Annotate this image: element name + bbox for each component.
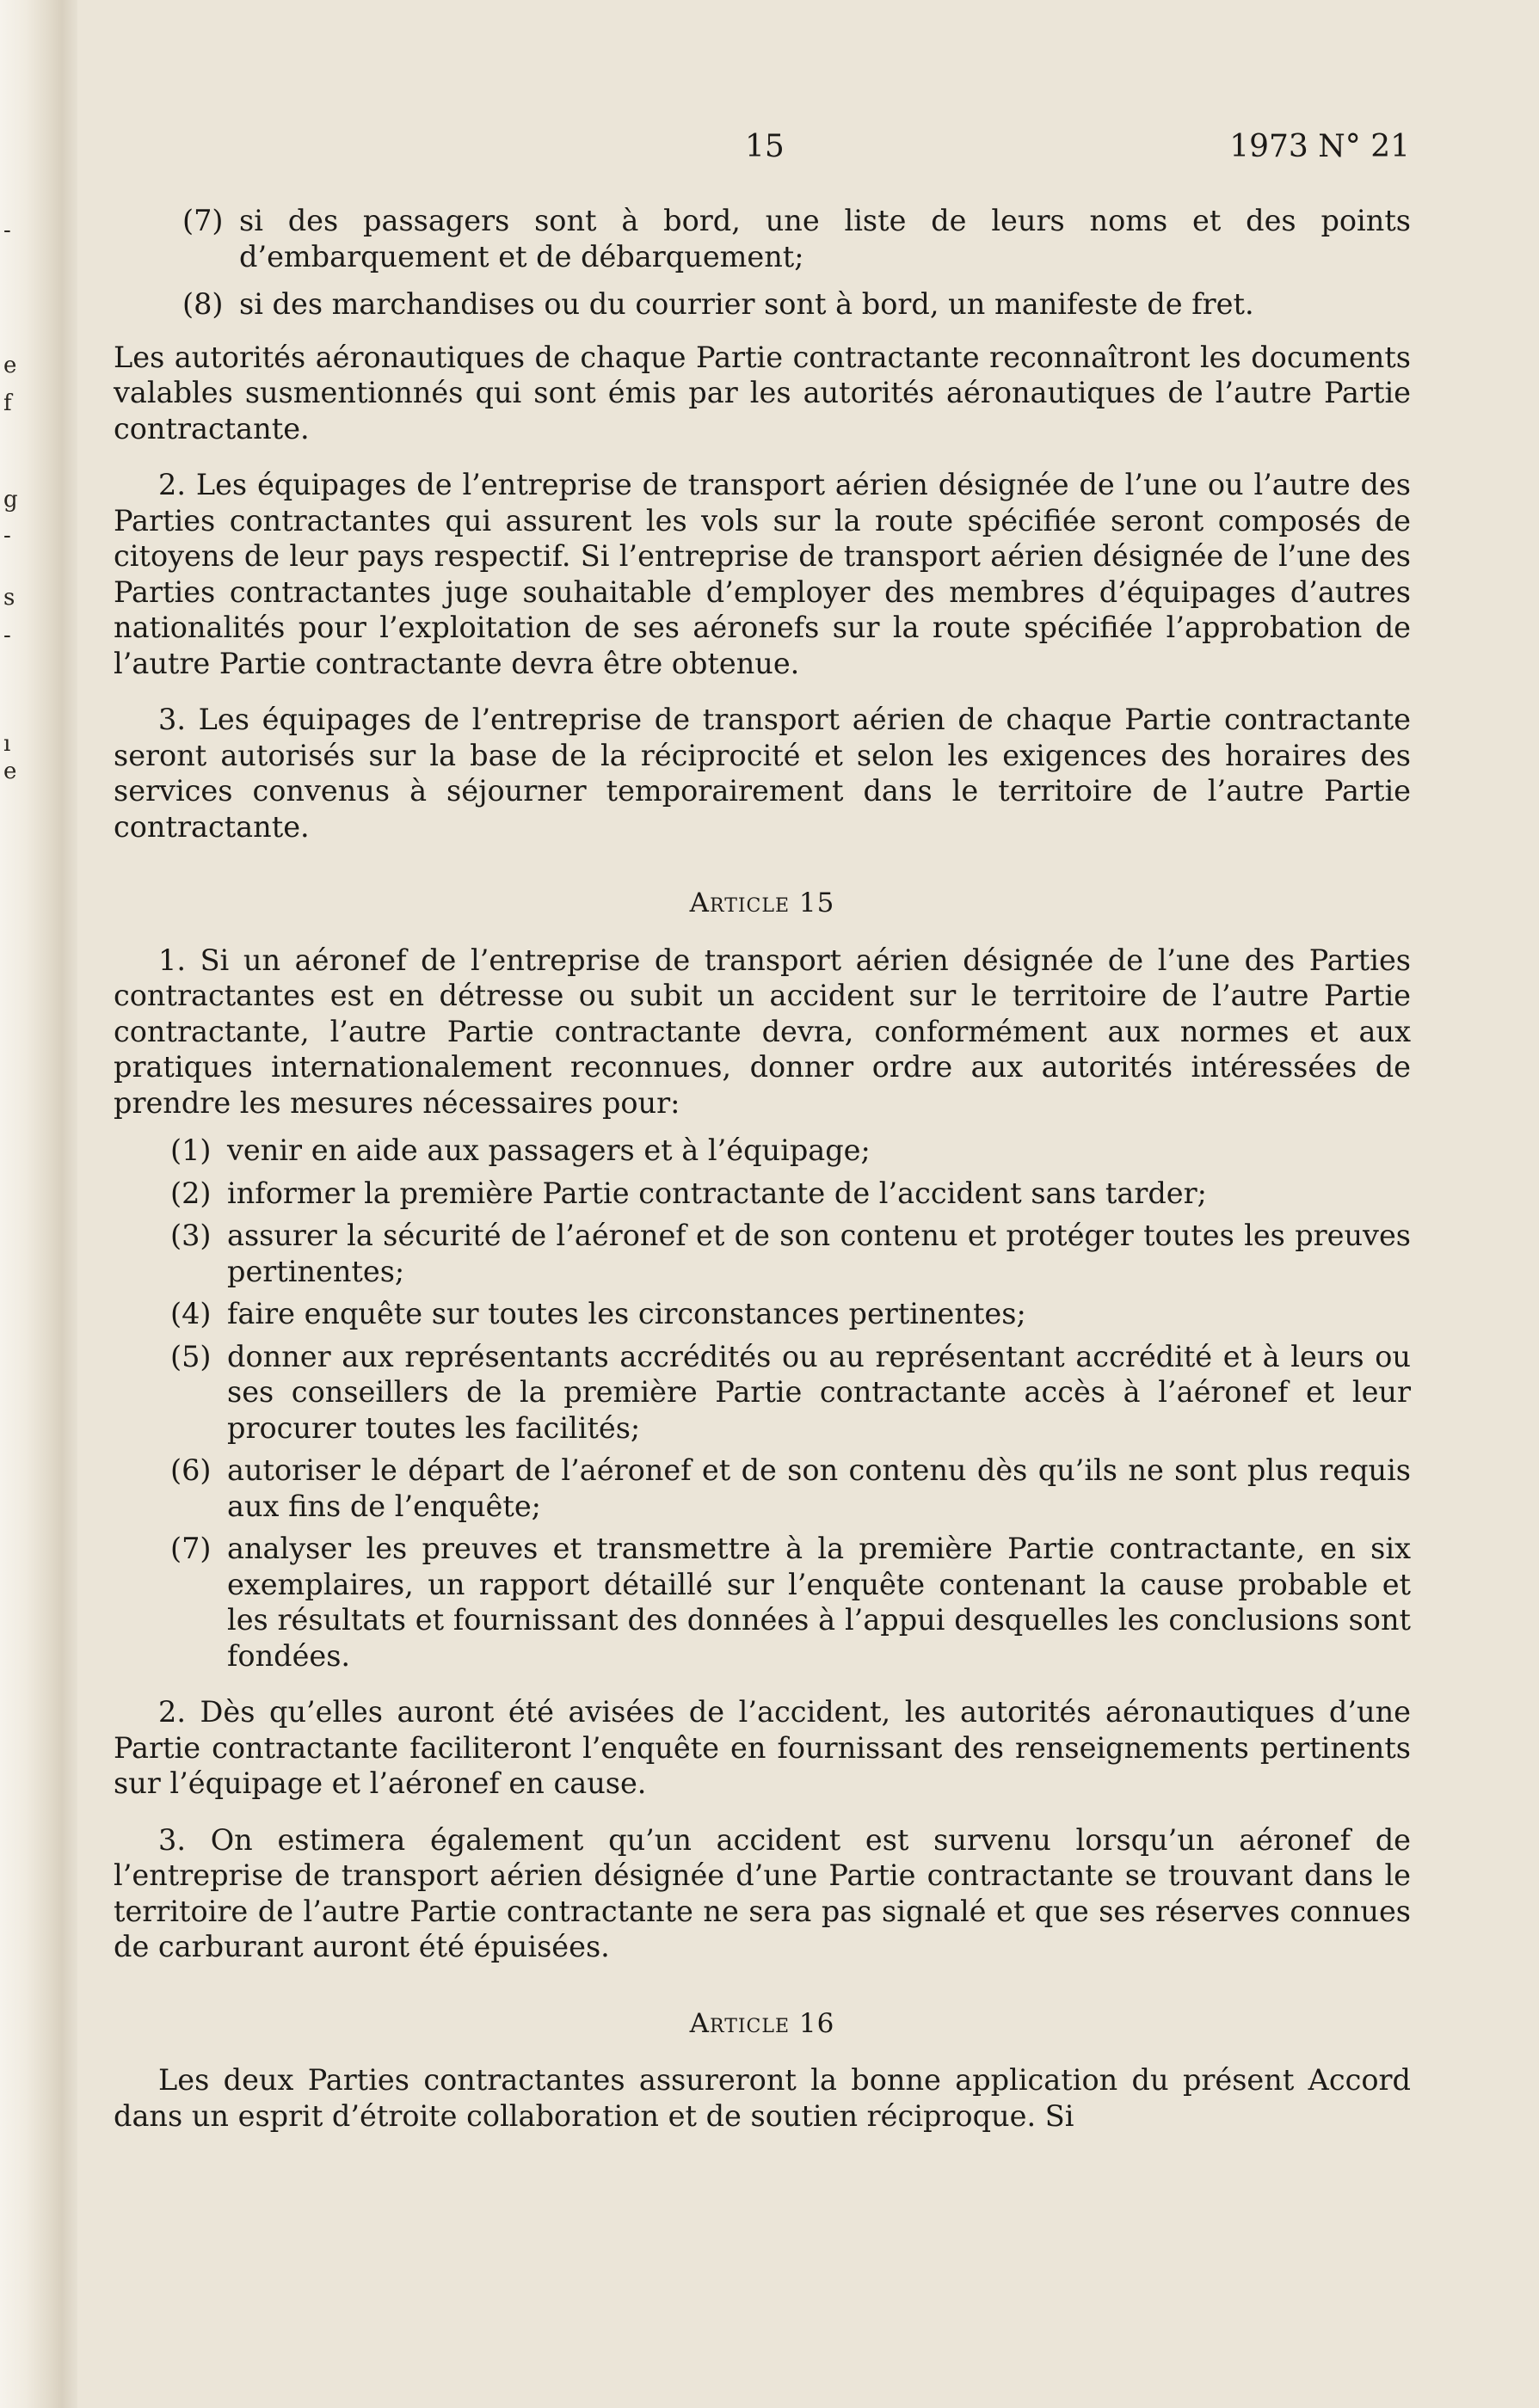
list-item-number: (3) (170, 1219, 212, 1252)
list-item (114, 203, 1411, 274)
list-item (114, 1218, 1411, 1289)
page-number: 15 (745, 129, 785, 164)
list-item-number: (2) (170, 1176, 212, 1210)
paragraph: 1. Si un aéronef de l’entreprise de transport aérien désignée de l’une des Parties contractantes est en détresse ou subit un accident sur le territoire de l’autre Partie contractante, l’autre Partie contractante devra, conformément aux normes et aux pratiques internationalement reconnues, donner ordre aux autorités intéressées de prendre les mesures nécessaires pour: (114, 943, 1411, 1120)
list-item (114, 1296, 1411, 1332)
measures-list (114, 1133, 1411, 1674)
list-item-text: analyser les preuves et transmettre à la première Partie contractante, en six exemplaires, un rapport détaillé sur l’enquête contenant la cause probable et les résultats et fournissant des données à l’appui desquelles les conclusions sont fondées. (227, 1532, 1411, 1673)
list-item-text: venir en aide aux passagers et à l’équipage; (227, 1133, 871, 1167)
paragraph: 2. Les équipages de l’entreprise de transport aérien désignée de l’une ou l’autre des Parties contractantes qui assurent les vols sur la route spécifiée seront composés de citoyens de leur pays respectif. Si l’entreprise de transport aérien désignée de l’une des Parties contractantes juge souhaitable d’employer des membres d’équipages d’autres nationalités pour l’exploitation de ses aéronefs sur la route spécifiée l’approbation de l’autre Partie contractante devra être obtenue. (114, 468, 1411, 680)
list-item (114, 1176, 1411, 1212)
list-item (114, 1453, 1411, 1524)
page-header (0, 129, 1539, 172)
list-item-text: informer la première Partie contractante de l’accident sans tarder; (227, 1176, 1207, 1210)
list-item (114, 1133, 1411, 1169)
margin-mark: e (3, 353, 17, 378)
list-item-text: autoriser le départ de l’aéronef et de son contenu dès qu’ils ne sont plus requis aux fins de l’enquête; (227, 1453, 1411, 1523)
page-body (114, 203, 1411, 2154)
article-heading: Article 16 (689, 2007, 835, 2039)
paragraph: 3. Les équipages de l’entreprise de transport aérien de chaque Partie contractante seront autorisés sur la base de la réciprocité et selon les exigences des horaires des services convenus à séjourner temporairement dans le territoire de l’autre Partie contractante. (114, 703, 1411, 844)
document-number: 1973 N° 21 (1229, 129, 1410, 164)
paragraph: 2. Dès qu’elles auront été avisées de l’accident, les autorités aéronautiques d’une Partie contractante faciliteront l’enquête en fournissant des renseignements pertinents sur l’équipage et l’aéronef en cause. (114, 1695, 1411, 1800)
list-item-number: (1) (170, 1133, 212, 1167)
margin-mark: - (3, 623, 11, 648)
margin-mark: e (3, 759, 17, 784)
paragraph: 3. On estimera également qu’un accident est survenu lorsqu’un aéronef de l’entreprise de transport aérien désignée d’une Partie contractante se trouvant dans le territoire de l’autre Partie contractante ne sera pas signalé et que ses réserves connues de carburant auront été épuisées. (114, 1822, 1411, 1963)
margin-mark: g (3, 487, 18, 513)
list-item (114, 1339, 1411, 1447)
list-item-number: (7) (170, 1532, 212, 1565)
list-item (114, 286, 1411, 322)
margin-mark: s (3, 585, 15, 611)
list-item-text: assurer la sécurité de l’aéronef et de son contenu et protéger toutes les preuves pertinentes; (227, 1219, 1411, 1288)
list-item-text: faire enquête sur toutes les circonstances pertinentes; (227, 1297, 1026, 1330)
list-item-number: (7) (182, 204, 224, 237)
paragraph: Les autorités aéronautiques de chaque Partie contractante reconnaîtront les documents valables susmentionnés qui sont émis par les autorités aéronautiques de l’autre Partie contractante. (114, 340, 1411, 445)
article-heading: Article 15 (689, 888, 835, 918)
list-item-number: (8) (182, 287, 224, 321)
margin-mark: - (3, 218, 11, 243)
list-item-number: (4) (170, 1297, 212, 1330)
list-item-text: donner aux représentants accrédités ou au représentant accrédité et à leurs ou ses conseillers de la première Partie contractante accès à l’aéronef et leur procurer toutes les facilités; (227, 1339, 1411, 1445)
list-item-text: si des passagers sont à bord, une liste de leurs noms et des points d’embarquement et de débarquement; (239, 204, 1411, 273)
margin-mark: ı (3, 731, 11, 757)
list-item (114, 1531, 1411, 1674)
margin-mark: f (3, 390, 12, 416)
margin-mark: - (3, 523, 11, 549)
list-item-text: si des marchandises ou du courrier sont à bord, un manifeste de fret. (239, 287, 1254, 321)
list-item-number: (6) (170, 1453, 212, 1487)
list-item-number: (5) (170, 1339, 212, 1373)
paragraph: Les deux Parties contractantes assureront la bonne application du présent Accord dans un esprit d’étroite collaboration et de soutien réciproque. Si (114, 2063, 1411, 2133)
